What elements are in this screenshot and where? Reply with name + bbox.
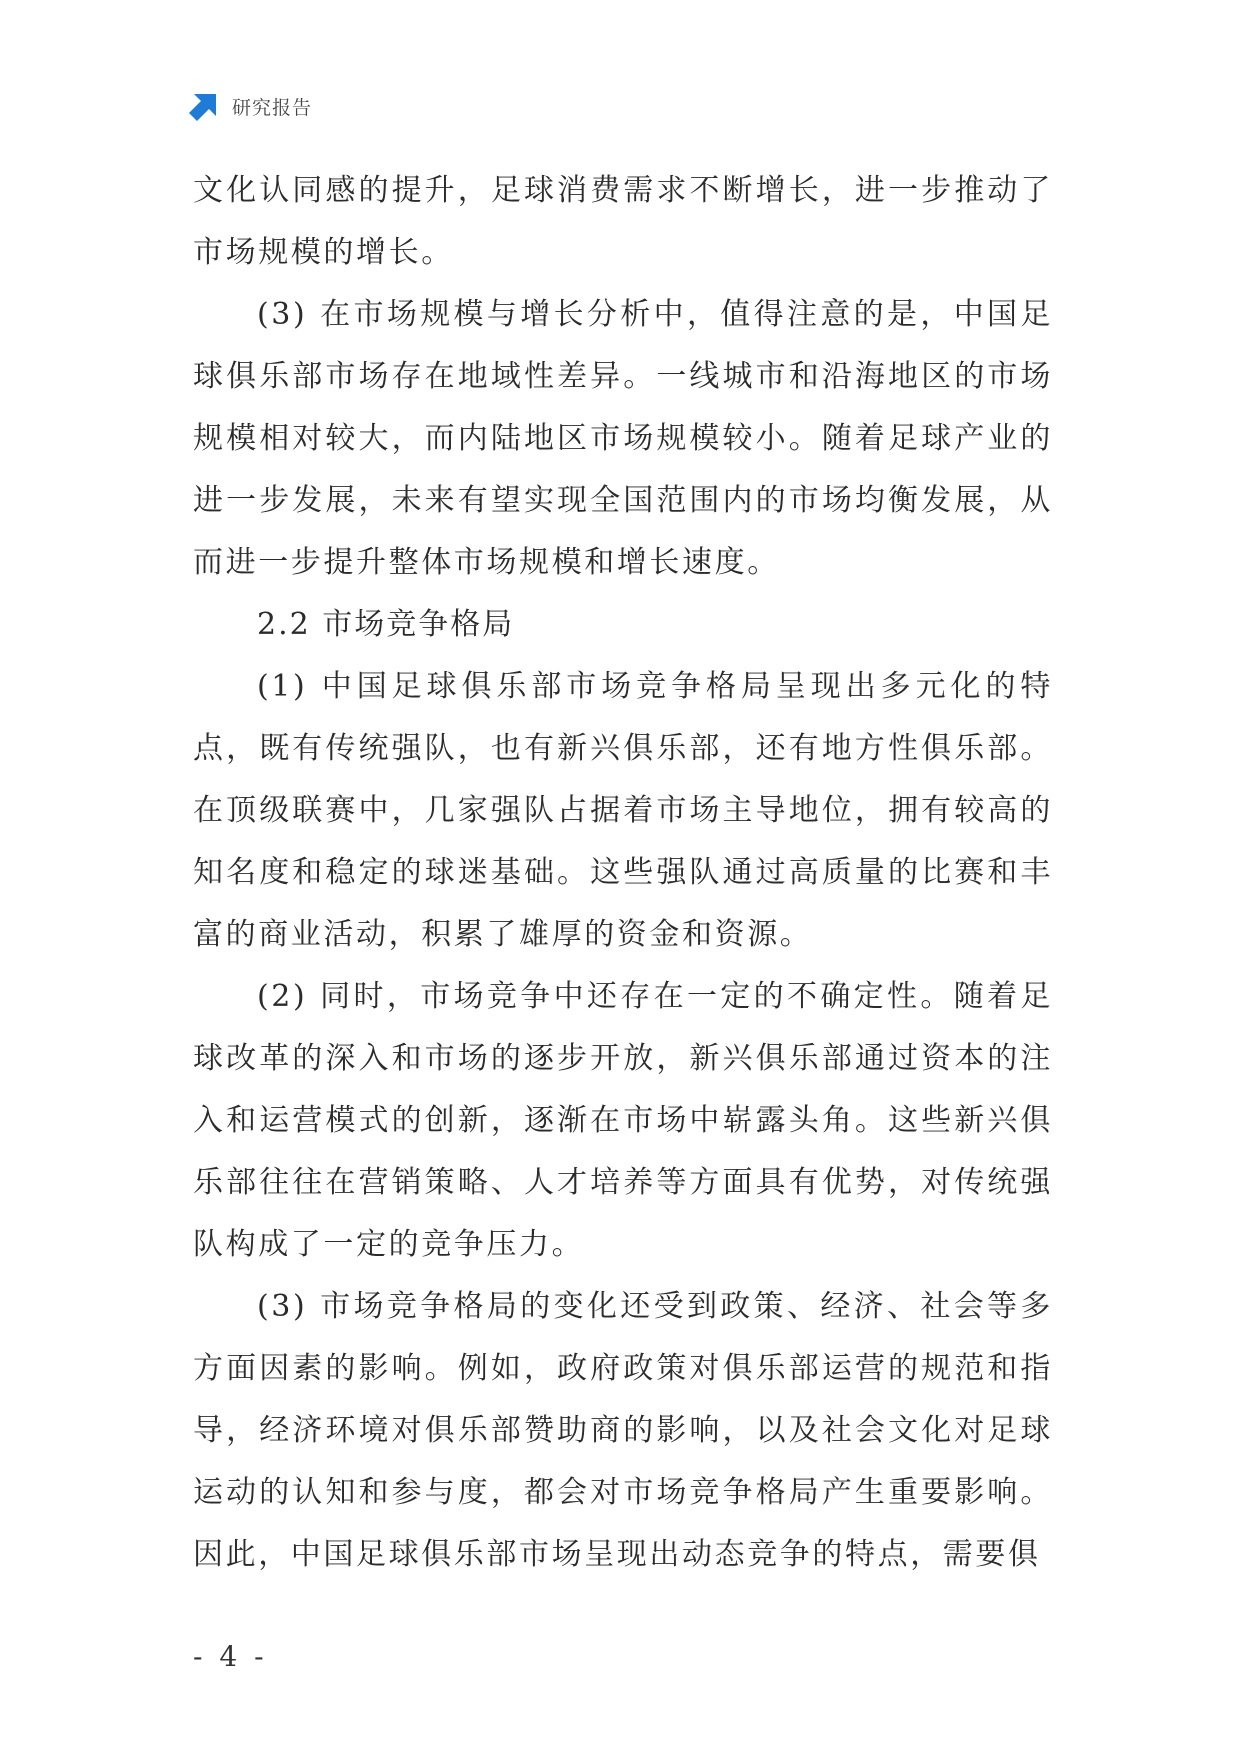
- paragraph-competition-diversity: (1) 中国足球俱乐部市场竞争格局呈现出多元化的特点，既有传统强队，也有新兴俱乐部，还有地方性俱乐部。在顶级联赛中，几家强队占据着市场主导地位，拥有较高的知名度和稳定的球迷基础。这些强队通过高质量的比赛和丰富的商业活动，积累了雄厚的资金和资源。: [193, 669, 1053, 952]
- report-header: [188, 88, 312, 124]
- arrow-up-right-icon: [188, 90, 220, 122]
- paragraph-emerging-clubs: (2) 同时，市场竞争中还存在一定的不确定性。随着足球改革的深入和市场的逐步开放，新兴俱乐部通过资本的注入和运营模式的创新，逐渐在市场中崭露头角。这些新兴俱乐部往往在营销策略、人才培养等方面具有优势，对传统强队构成了一定的竞争压力。: [193, 979, 1053, 1262]
- paragraph-influencing-factors: (3) 市场竞争格局的变化还受到政策、经济、社会等多方面因素的影响。例如，政府政策对俱乐部运营的规范和指导，经济环境对俱乐部赞助商的影响，以及社会文化对足球运动的认知和参与度，都会对市场竞争格局产生重要影响。因此，中国足球俱乐部市场呈现出动态竞争的特点，需要俱: [193, 1289, 1053, 1572]
- section-heading: 2.2 市场竞争格局: [257, 607, 515, 642]
- page-number: - 4 -: [193, 1640, 268, 1673]
- header-title: 研究报告: [232, 96, 313, 119]
- paragraph-regional-differences: (3) 在市场规模与增长分析中，值得注意的是，中国足球俱乐部市场存在地域性差异。一线城市和沿海地区的市场规模相对较大，而内陆地区市场规模较小。随着足球产业的进一步发展，未来有望实现全国范围内的市场均衡发展，从而进一步提升整体市场规模和增长速度。: [193, 297, 1053, 580]
- paragraph-continuation: 文化认同感的提升，足球消费需求不断增长，进一步推动了市场规模的增长。: [193, 173, 1053, 270]
- document-body: [193, 160, 1053, 1586]
